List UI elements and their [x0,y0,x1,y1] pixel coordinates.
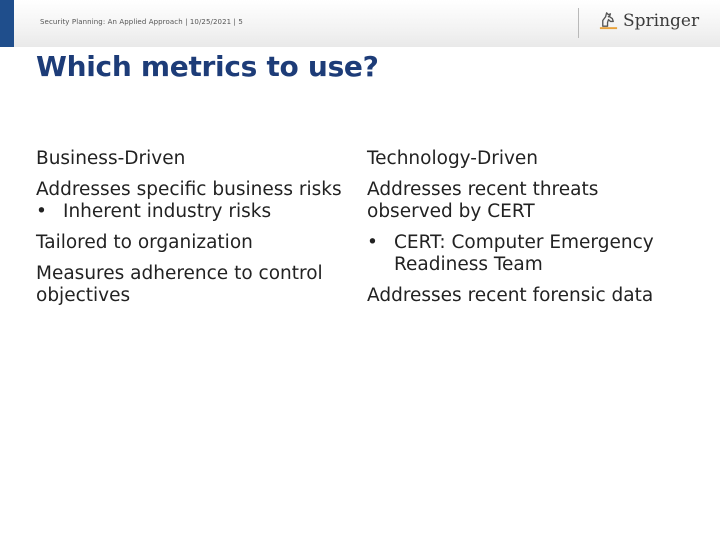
header-divider [578,8,579,38]
page-title: Which metrics to use? [36,50,379,83]
left-accent-bar [0,0,14,47]
bullet-text-block [394,232,654,276]
text-line: Measures adherence to control [36,263,323,284]
bullet-text: CERT: Computer Emergency [394,232,654,253]
bullet-text: Readiness Team [394,254,543,275]
bullet-glyph: • [367,232,378,253]
text-line: observed by CERT [367,201,535,222]
text-line: Addresses recent forensic data [367,285,654,306]
technology-driven-column [367,148,672,307]
text-line: Addresses specific business risks [36,179,342,200]
text-line: Addresses recent threats [367,179,599,200]
column-heading-technology-driven: Technology-Driven [367,148,539,169]
business-driven-column [36,148,361,307]
column-heading-business-driven: Business-Driven [36,148,186,169]
text-line: objectives [36,285,131,306]
brand-name: Springer [623,10,700,31]
bullet-item [367,232,672,276]
bullet-glyph: • [36,201,47,222]
text-line: Tailored to organization [36,232,253,253]
springer-horse-icon [598,10,619,31]
brand-logo [598,10,699,31]
breadcrumb: Security Planning: An Applied Approach | 10/25/2021 | 5 [40,18,243,26]
bullet-text: Inherent industry risks [63,201,272,222]
bullet-item [36,201,361,223]
